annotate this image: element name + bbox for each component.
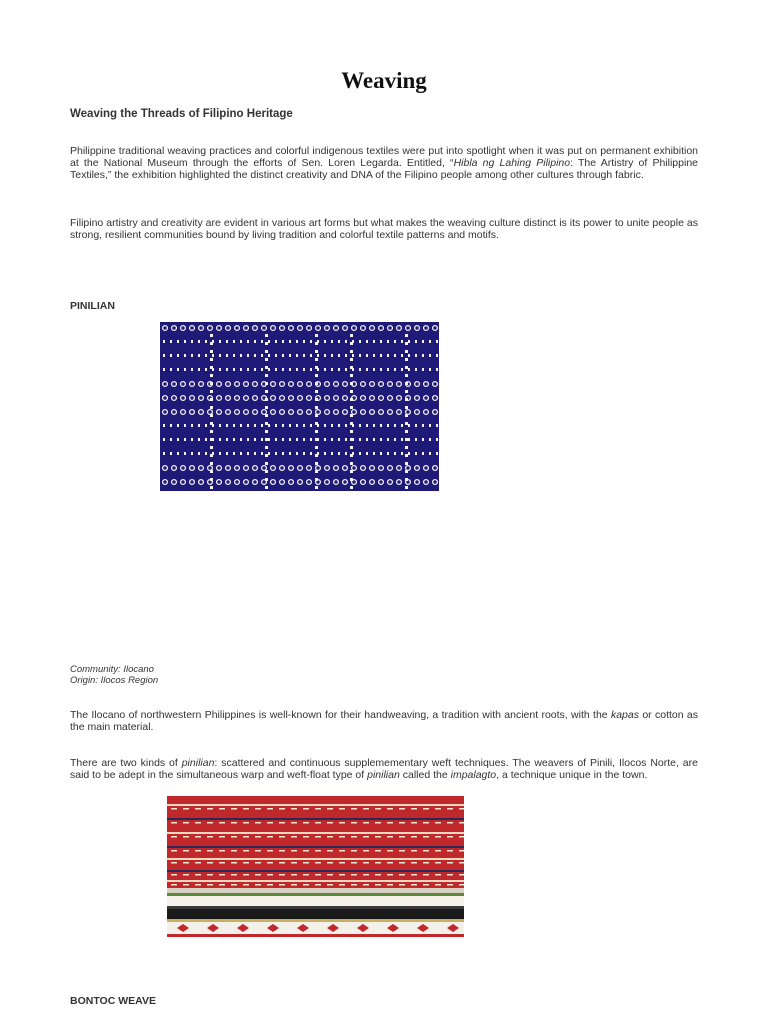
pinilian-textile-pattern (160, 322, 439, 491)
section-heading-bontoc: BONTOC WEAVE (70, 995, 156, 1007)
pinilian-textile-image (160, 322, 439, 491)
intro-paragraph-2: Filipino artistry and creativity are evident in various art forms but what makes the weaving culture distinct is its power to unite people as strong, resilient communities bound by living tradition and colorful textile patterns and motifs. (70, 217, 698, 241)
page-subtitle: Weaving the Threads of Filipino Heritage (70, 108, 293, 120)
red-striped-textile-pattern (167, 796, 464, 937)
pinilian-paragraph-1: The Ilocano of northwestern Philippines is well-known for their handweaving, a tradition with ancient roots, with the kapas or cotton as the main material. (70, 709, 699, 733)
pinilian-community: Community: Ilocano (70, 664, 154, 675)
section-heading-pinilian: PINILIAN (70, 300, 115, 312)
pinilian-paragraph-2: There are two kinds of pinilian: scattered and continuous supplemementary weft techniques. The weavers of Pinili, Ilocos Norte, are said to be adept in the simultaneous warp and weft-float type of pinilian called the impalagto, a technique unique in the town. (70, 757, 698, 781)
page-title: Weaving (341, 68, 427, 93)
intro-paragraph-1: Philippine traditional weaving practices and colorful indigenous textiles were put into spotlight when it was put on permanent exhibition at the National Museum through the efforts of Sen. Loren Legarda. Entitled, “Hibla ng Lahing Pilipino: The Artistry of Philippine Textiles,” the exhibition highlighted the distinct creativity and DNA of the Filipino people among other cultures through fabric. (70, 145, 698, 181)
red-striped-textile-image (167, 796, 464, 937)
pinilian-origin: Origin: Ilocos Region (70, 675, 159, 686)
